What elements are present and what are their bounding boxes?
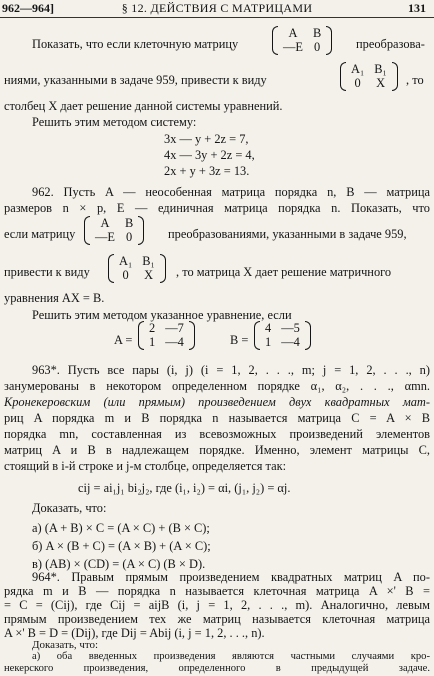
problem-963-line: порядка mn, составленная из всевозможных произведений элементов <box>4 427 430 441</box>
matrix-equation-line <box>4 321 430 359</box>
problem-962-line <box>4 216 430 252</box>
text-line: Решить этим методом систему: <box>32 115 197 129</box>
block-matrix-4 <box>108 254 166 283</box>
problem-964-line: Доказать, что: <box>32 639 99 651</box>
matrix-cell: 0 <box>122 268 129 283</box>
matrix-cell: —4 <box>281 335 300 350</box>
problem-962-line: 962. Пусть A — неособенная матрица порядка n, B — матрица <box>32 185 430 199</box>
problem-964-line: = C = (Cij), где Cij = aijB (i, j = 1, 2, . . ., m). Аналогично, левым <box>4 598 430 612</box>
text-line <box>4 26 430 62</box>
block-matrix-1 <box>272 26 332 55</box>
matrix-cell: B <box>124 216 134 230</box>
problem-963-line: занумерованы в некотором определенном порядке α₁, α₂, . . ., αmn. <box>4 379 430 393</box>
header-page-number: 131 <box>408 1 426 15</box>
matrix-A <box>138 321 195 350</box>
problem-962-line: размеров n × p, E — единичная матрица порядка n. Показать, что <box>4 201 430 215</box>
text-segment: Показать, что если клеточную матрицу <box>32 37 239 51</box>
formula-line: cij = ai₁j₁ bi₂j₂, где (i₁, i₂) = αi, (j₁, j₂) = αj. <box>78 481 291 495</box>
block-matrix-3 <box>84 216 144 245</box>
problem-964-line: 964*. Правым прямым произведением квадратных матриц A по- <box>32 570 430 584</box>
matrix-label: A = <box>114 333 133 347</box>
matrix-cell: A₁ <box>351 62 365 76</box>
text-segment: если матрицу <box>4 227 76 241</box>
identity-line: б) A × (B + C) = (A × B) + (A × C); <box>32 539 211 553</box>
matrix-cell: B₁ <box>142 254 155 268</box>
problem-964-line: рядка m и B — порядка n называется клеточная матрица A ×' B = <box>4 584 430 598</box>
block-matrix-2 <box>340 62 398 91</box>
text-line: столбец X дает решение данной системы уравнений. <box>4 99 283 113</box>
matrix-cell: 0 <box>354 76 361 91</box>
problem-962-line: уравнения AX = B. <box>4 291 105 305</box>
matrix-cell: 0 <box>126 230 133 245</box>
problem-963-line: Доказать, что: <box>32 501 107 515</box>
text-segment: , то <box>406 73 424 87</box>
problem-962-line: Решить этим методом указанное уравнение, если <box>32 308 292 322</box>
matrix-cell: A <box>100 216 110 230</box>
problem-964-line: а) оба введенных произведения являются частными случаями кро- <box>32 651 430 662</box>
text-segment: преобразованиями, указанными в задаче 959, <box>168 227 407 241</box>
problem-964-line: некерского произведения, определенного в предыдущей задаче. <box>4 663 430 674</box>
header-problem-range: 962—964] <box>2 1 54 15</box>
system-equation: 4x — 3y + 2z = 4, <box>164 148 255 162</box>
system-equation: 2x + y + 3z = 13. <box>164 164 250 178</box>
matrix-cell: X <box>144 268 154 283</box>
matrix-cell: 4 <box>265 321 272 335</box>
header-section-title: § 12. ДЕЙСТВИЯ С МАТРИЦАМИ <box>121 1 313 15</box>
identity-line: в) (AB) × (CD) = (A × C) (B × D). <box>32 557 206 571</box>
problem-963-line: 963*. Пусть все пары (i, j) (i = 1, 2, . . ., m; j = 1, 2, . . ., n) <box>32 363 430 377</box>
problem-964-line: A ×' B = D = (Dij), где Dij = Abij (i, j = 1, 2, . . ., n). <box>4 626 265 640</box>
problem-963-line: риц A порядка m и B порядка n называется матрица C = A × B <box>4 411 430 425</box>
text-line <box>4 62 430 98</box>
matrix-cell: —5 <box>281 321 300 335</box>
matrix-cell: A₁ <box>119 254 133 268</box>
text-segment: преобразова- <box>356 37 425 51</box>
matrix-label: B = <box>230 333 249 347</box>
matrix-B <box>254 321 311 350</box>
matrix-cell: X <box>376 76 386 91</box>
problem-963-line: стоящий в i-й строке и j-м столбце, определяется так: <box>4 459 287 473</box>
matrix-cell: 1 <box>149 335 156 350</box>
text-segment: ниями, указанными в задаче 959, привести к виду <box>4 73 267 87</box>
matrix-cell: —4 <box>165 335 184 350</box>
system-equation: 3x — y + 2z = 7, <box>164 132 249 146</box>
matrix-cell: 1 <box>265 335 272 350</box>
identity-line: а) (A + B) × C = (A × C) + (B × C); <box>32 521 210 535</box>
matrix-cell: B₁ <box>374 62 387 76</box>
matrix-cell: 0 <box>314 40 321 55</box>
problem-963-line: матриц A и B в надлежащем порядке. Именно, элемент матрицы C, <box>4 443 430 457</box>
problem-963-line: Кронекеровским (или прямым) произведением двух квадратных мат- <box>4 395 430 409</box>
running-header <box>0 2 434 18</box>
problem-964-line: прямым произведением тех же матриц называется клеточная матрица <box>4 612 430 626</box>
matrix-cell: —E <box>283 40 303 55</box>
text-segment: привести к виду <box>4 265 90 279</box>
matrix-cell: B <box>312 26 322 40</box>
matrix-cell: 2 <box>149 321 156 335</box>
text-segment: , то матрица X дает решение матричного <box>176 265 392 279</box>
matrix-cell: A <box>288 26 298 40</box>
header-rule <box>0 17 434 18</box>
matrix-cell: —E <box>95 230 115 245</box>
matrix-cell: —7 <box>165 321 184 335</box>
problem-962-line <box>4 254 430 290</box>
